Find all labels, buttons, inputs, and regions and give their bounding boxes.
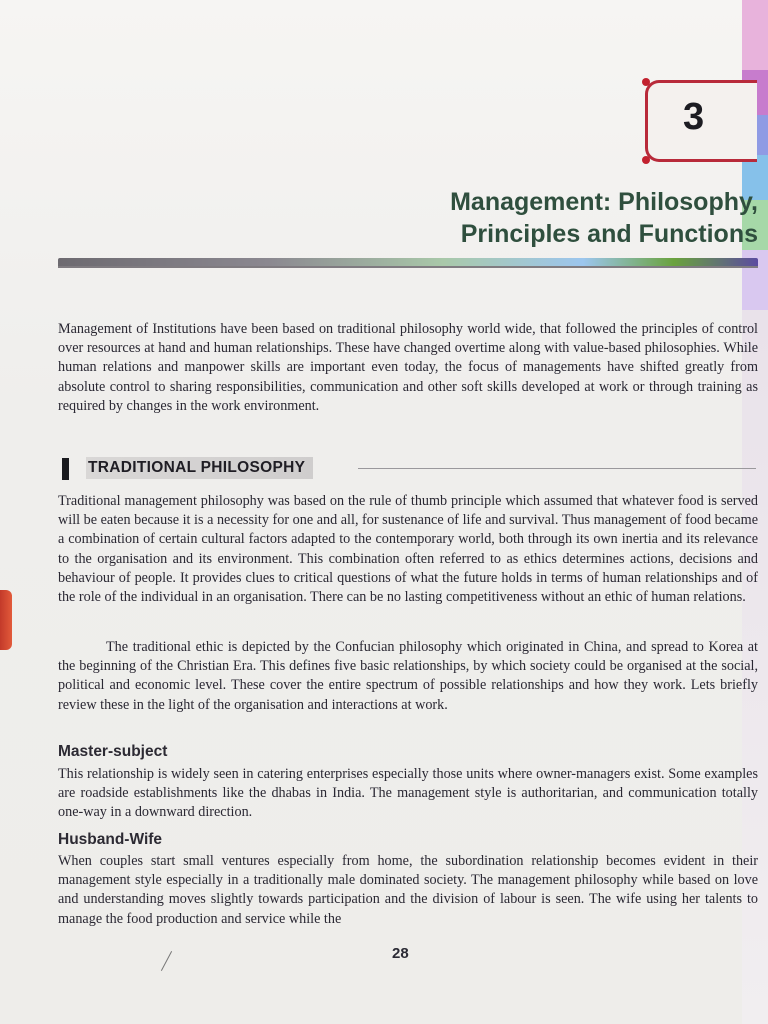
pen-mark: [161, 951, 172, 971]
section-heading: [58, 456, 758, 480]
chapter-title-line2: Principles and Functions: [460, 220, 758, 248]
husband-wife-paragraph: When couples start small ventures especially from home, the subordination relationship becomes evident in their management style especially in a traditionally male dominated society. The management philosophy while based on love and understanding moves slightly towards participation and the division of labour is seen. The wife using her talents to manage the food production and service while the: [58, 853, 758, 927]
intro-paragraph: Management of Institutions have been based on traditional philosophy world wide, that followed the principles of control over resources at hand and human relationships. These have changed overtime along with value-based philosophies. While human relations and manpower skills are important even today, the focus of managements have shifted greatly from absolute control to sharing responsibilities, communication and other soft skills developed at work or through training as required by changes in the work environment.: [58, 321, 758, 414]
decor-dot-icon: [642, 156, 650, 164]
margin-tab-mark: [0, 590, 12, 650]
chapter-title: [450, 186, 758, 250]
chapter-title-line1: Management: Philosophy,: [450, 188, 758, 216]
subheading-master-subject: Master-subject: [58, 743, 168, 760]
title-rule-underline: [58, 266, 758, 268]
chapter-number: 3: [683, 96, 705, 138]
decor-dot-icon: [642, 78, 650, 86]
page-number: 28: [392, 945, 409, 962]
section-heading-label: TRADITIONAL PHILOSOPHY: [86, 457, 313, 479]
master-subject-paragraph: This relationship is widely seen in catering enterprises especially those units where owner-managers exist. Some examples are roadside establishments like the dhabas in India. The management style is authoritarian, and communication totally one-way in a downward direction.: [58, 766, 758, 821]
traditional-paragraph-2: The traditional ethic is depicted by the Confucian philosophy which originated in China, and spread to Korea at the beginning of the Christian Era. This defines five basic relationships, by which society could be organised at the social, political and economic level. These cover the entire spectrum of possible relationships and how they work. Lets briefly review these in the light of the organisation and interactions at work.: [58, 639, 758, 713]
subheading-husband-wife: Husband-Wife: [58, 831, 163, 848]
section-heading-bar: [62, 458, 69, 480]
traditional-paragraph-1: Traditional management philosophy was based on the rule of thumb principle which assumed that whatever food is served will be eaten because it is a necessity for one and all, for sustenance of life and survival. Thus management of food became a combination of certain cultural factors adapted to the contemporary world, both through its own inertia and its relevance to the organisation and its environment. This combination often referred to as ethics determines actions, decisions and behaviour of people. It provides clues to critical questions of what the future holds in terms of human relationships and of the role of the individual in an organisation. There can be no lasting competitiveness without an ethic of human relations.: [58, 493, 758, 606]
section-heading-line: [358, 468, 756, 469]
